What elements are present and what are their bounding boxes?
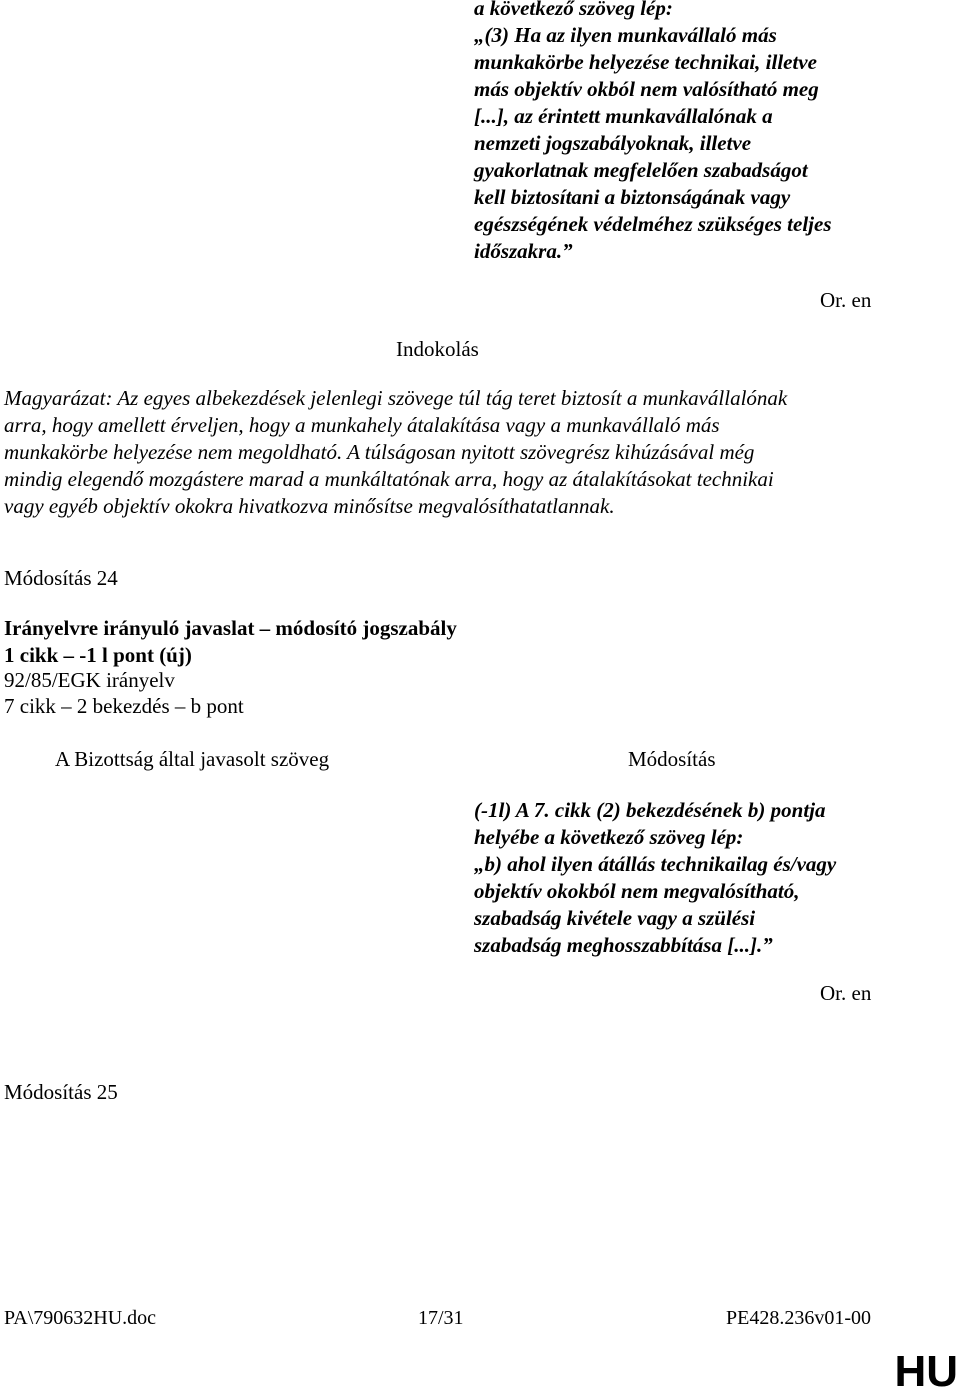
language-code: HU xyxy=(894,1347,958,1396)
column-header-amendment: Módosítás xyxy=(628,747,716,771)
text-line: gyakorlatnak megfelelően szabadságot xyxy=(474,158,808,182)
footer-page-number: 17/31 xyxy=(418,1307,464,1329)
original-language-note: Or. en xyxy=(820,981,872,1005)
text-line: (-1l) A 7. cikk (2) bekezdésének b) pontja xyxy=(474,798,826,822)
column-header-commission-text: A Bizottság által javasolt szöveg xyxy=(55,747,330,771)
text-line: [...], az érintett munkavállalónak a xyxy=(474,104,773,128)
text-line: vagy egyéb objektív okokra hivatkozva minősítse megvalósíthatatlannak. xyxy=(4,494,615,518)
reference-line: 7 cikk – 2 bekezdés – b pont xyxy=(4,694,244,718)
text-line: időszakra.” xyxy=(474,239,573,263)
text-line: más objektív okból nem valósítható meg xyxy=(474,77,819,101)
text-line: objektív okokból nem megvalósítható, xyxy=(474,879,800,903)
footer-reference: PE428.236v01-00 xyxy=(726,1307,871,1329)
text-line: „b) ahol ilyen átállás technikailag és/vagy xyxy=(474,852,837,876)
reference-line: 1 cikk – -1 l pont (új) xyxy=(4,643,192,667)
text-line: arra, hogy amellett érveljen, hogy a munkahely átalakítása vagy a munkavállaló más xyxy=(4,413,720,437)
text-line: szabadság kivétele vagy a szülési xyxy=(474,906,756,930)
original-language-note: Or. en xyxy=(820,288,872,312)
text-line: Magyarázat: Az egyes albekezdések jelenlegi szövege túl tág teret biztosít a munkavállalónak xyxy=(4,386,788,410)
text-line: nemzeti jogszabályoknak, illetve xyxy=(474,131,752,155)
amendment-25-title: Módosítás 25 xyxy=(4,1080,118,1104)
text-line: kell biztosítani a biztonságának vagy xyxy=(474,185,791,209)
text-line: egészségének védelméhez szükséges teljes xyxy=(474,212,832,236)
footer-document-name: PA\790632HU.doc xyxy=(4,1307,157,1329)
amendment-24-title: Módosítás 24 xyxy=(4,566,118,590)
text-line: munkakörbe helyezése nem megoldható. A túlságosan nyitott szövegrész kihúzásával még xyxy=(4,440,755,464)
reference-line: 92/85/EGK irányelv xyxy=(4,668,175,692)
text-line: „(3) Ha az ilyen munkavállaló más xyxy=(474,23,777,47)
text-line: munkakörbe helyezése technikai, illetve xyxy=(474,50,817,74)
justification-heading: Indokolás xyxy=(396,337,479,361)
reference-line: Irányelvre irányuló javaslat – módosító jogszabály xyxy=(4,616,457,640)
text-line: mindig elegendő mozgástere marad a munkáltatónak arra, hogy az átalakításokat technikai xyxy=(4,467,774,491)
text-line: szabadság meghosszabbítása [...].” xyxy=(474,933,773,957)
text-line: a következő szöveg lép: xyxy=(474,0,673,20)
text-line: helyébe a következő szöveg lép: xyxy=(474,825,744,849)
